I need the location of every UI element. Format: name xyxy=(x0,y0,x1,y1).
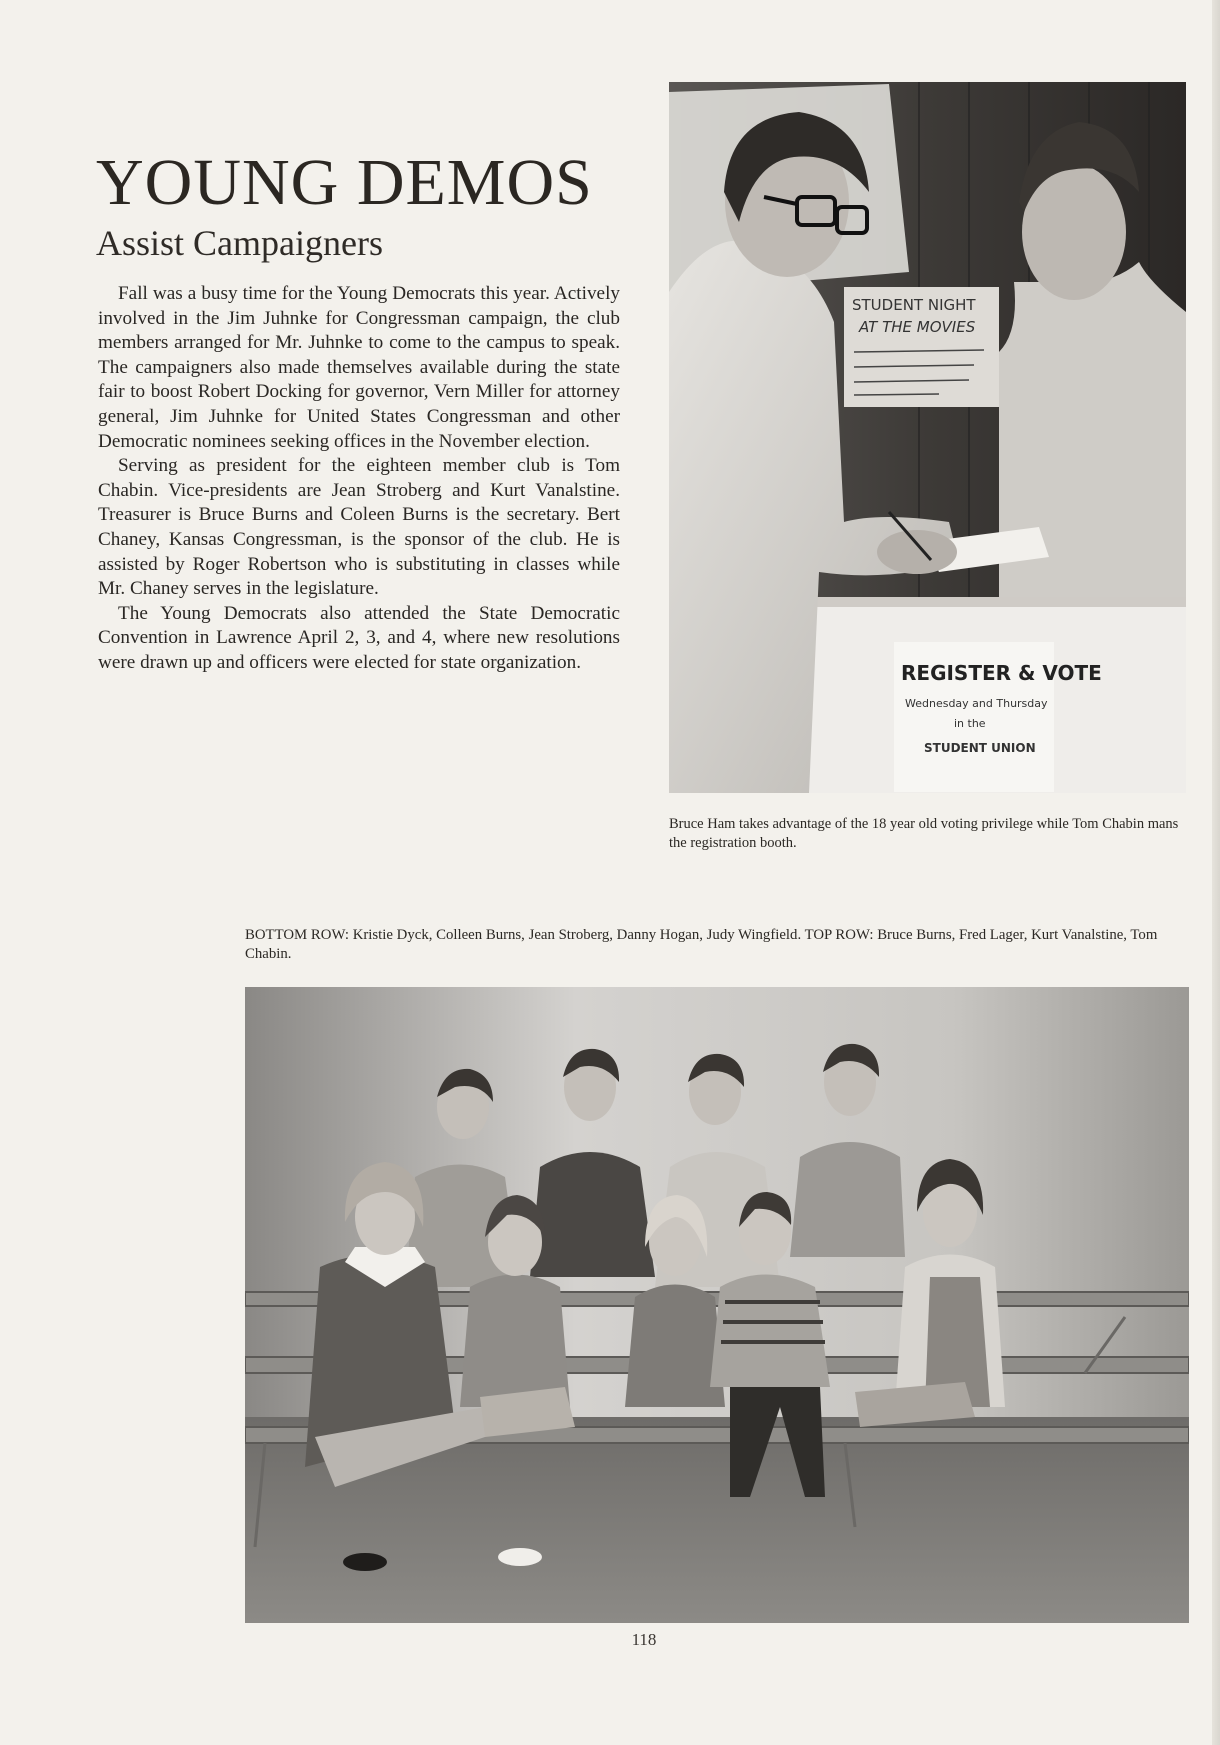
article-paragraph: The Young Democrats also attended the State Democratic Convention in Lawrence April 2, 3, and 4, where new resolutions were drawn up and officers were elected for state organization. xyxy=(98,602,620,673)
club-group-photo xyxy=(245,987,1189,1623)
article-paragraph: Serving as president for the eighteen member club is Tom Chabin. Vice-presidents are Jean Stroberg and Kurt Vanalstine. Treasurer is Bruce Burns and Coleen Burns is the secretary. Bert Chaney, Kansas Congressman, is the sponsor of the club. He is assisted by Roger Robertson who is substituting in classes while Mr. Chaney serves in the legislature. xyxy=(98,455,620,600)
article-body xyxy=(98,282,620,676)
top-photo-caption: Bruce Ham takes advantage of the 18 year old voting privilege while Tom Chabin mans the registration booth. xyxy=(669,816,1179,851)
article-paragraph: Fall was a busy time for the Young Democrats this year. Actively involved in the Jim Juhnke for Congressman campaign, the club members arranged for Mr. Juhnke to come to the campus to speak. The campaigners also made themselves available during the state fair to boost Robert Docking for governor, Vern Miller for attorney general, Jim Juhnke for United States Congressman and other Democratic nominees seeking offices in the November election. xyxy=(98,283,620,452)
poster-text: STUDENT NIGHT xyxy=(852,296,976,314)
group-photo-caption: BOTTOM ROW: Kristie Dyck, Colleen Burns, Jean Stroberg, Danny Hogan, Judy Wingfield. TOP ROW: Bruce Burns, Fred Lager, Kurt Vanalstine, Tom Chabin. xyxy=(245,927,1158,962)
poster-text: AT THE MOVIES xyxy=(859,318,976,336)
registration-booth-photo xyxy=(669,82,1186,793)
sign-text: in the xyxy=(954,717,986,730)
page-title: YOUNG DEMOS xyxy=(96,146,593,219)
sign-text: REGISTER & VOTE xyxy=(901,661,1102,685)
page-edge xyxy=(1212,0,1220,1745)
sign-text: STUDENT UNION xyxy=(924,741,1036,755)
sign-text: Wednesday and Thursday xyxy=(905,697,1048,710)
page-subtitle: Assist Campaigners xyxy=(96,223,383,263)
page-number: 118 xyxy=(631,1630,657,1649)
